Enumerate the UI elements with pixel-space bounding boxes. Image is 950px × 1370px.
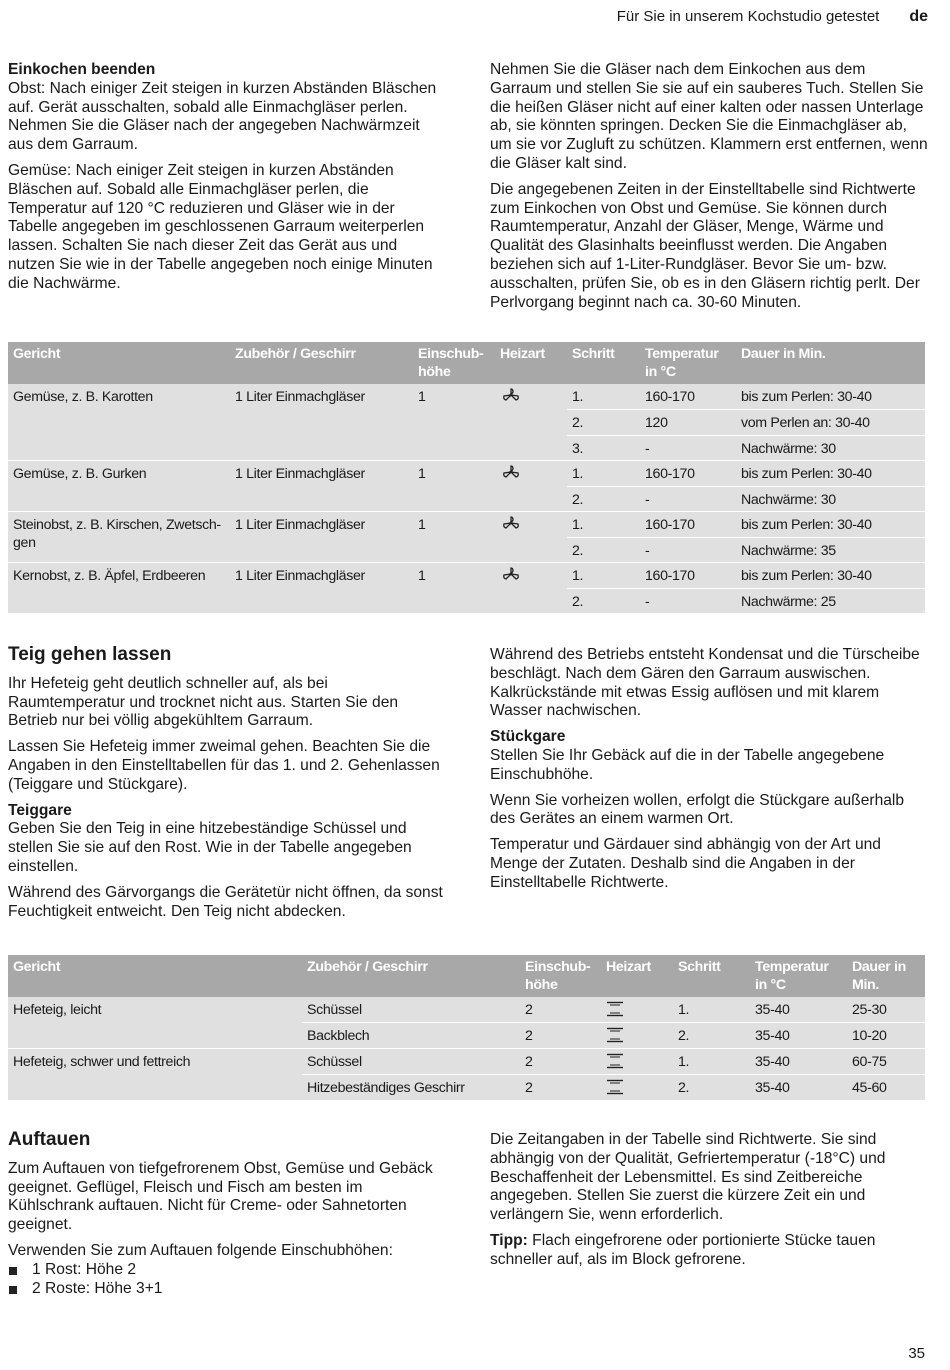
level-cell: 2 bbox=[520, 1049, 601, 1075]
step-cell: 1. bbox=[567, 384, 640, 410]
table-row bbox=[8, 384, 925, 410]
column-header: Temperatur in °C bbox=[640, 342, 736, 384]
subheading-teiggare: Teiggare bbox=[8, 801, 72, 819]
teig-table bbox=[8, 955, 925, 1101]
duration-cell: bis zum Perlen: 30-40 bbox=[736, 384, 925, 410]
step-cell: 1. bbox=[673, 997, 750, 1023]
level-cell: 2 bbox=[520, 1023, 601, 1049]
level-cell: 1 bbox=[413, 512, 495, 563]
dish-cell: Hefeteig, leicht bbox=[8, 997, 302, 1049]
einkochen-left-column bbox=[8, 61, 448, 301]
temperature-cell: 160-170 bbox=[640, 461, 736, 487]
temperature-cell: 160-170 bbox=[640, 512, 736, 538]
tip-paragraph bbox=[490, 1232, 930, 1270]
column-header: Schritt bbox=[673, 955, 750, 997]
bottom-top-heat-icon bbox=[606, 1053, 624, 1069]
paragraph: Geben Sie den Teig in eine hitzebeständige Schüssel und stellen Sie sie auf den Rost. Wie in der Tabelle angegeben einstellen. bbox=[8, 820, 412, 875]
bottom-top-heat-icon bbox=[606, 1001, 624, 1017]
temperature-cell: 35-40 bbox=[750, 1049, 847, 1075]
accessory-cell: Schüssel bbox=[302, 997, 520, 1023]
section-title: Auftauen bbox=[8, 1129, 91, 1150]
list-item: 2 Roste: Höhe 3+1 bbox=[8, 1280, 448, 1299]
paragraph: Während des Betriebs entsteht Kondensat und die Türscheibe beschlägt. Nach dem Gären den Garraum auswischen. Kalkrückstände mit etwas Essig auflösen und mit klarem Wasser nachwischen. bbox=[490, 646, 920, 720]
step-cell: 2. bbox=[673, 1075, 750, 1101]
paragraph: Die angegebenen Zeiten in der Einstelltabelle sind Richtwerte zum Einkochen von Obst und Gemüse. Sie können durch Raumtemperatur, Anzahl der Gläser, Menge, Wärme und Qualität des Glasinhalts beeinflusst werden. Die Angaben beziehen sich auf 1-Liter-Rundgläser. Bevor Sie um- bzw. ausschalten, prüfen Sie, ob es in den Gläsern richtig perlt. Der Perlvorgang beginnt nach ca. 30-60 Minuten. bbox=[490, 180, 920, 311]
paragraph: Ihr Hefeteig geht deutlich schneller auf, als bei Raumtemperatur und trocknet nicht aus. Starten Sie den Betrieb nur bei völlig abgekühltem Garraum. bbox=[8, 674, 399, 730]
fan-icon bbox=[500, 465, 522, 479]
accessory-cell: 1 Liter Einmachgläser bbox=[230, 512, 413, 563]
duration-cell: Nachwärme: 25 bbox=[736, 588, 925, 614]
section-title: Teig gehen lassen bbox=[8, 644, 172, 665]
heating-mode-cell bbox=[601, 997, 673, 1023]
level-cell: 2 bbox=[520, 1075, 601, 1101]
einkochen-heading: Einkochen beenden bbox=[8, 61, 156, 78]
table-row bbox=[8, 563, 925, 589]
duration-cell: bis zum Perlen: 30-40 bbox=[736, 461, 925, 487]
dish-cell: Hefeteig, schwer und fettreich bbox=[8, 1049, 302, 1101]
column-header: Gericht bbox=[8, 955, 302, 997]
step-cell: 1. bbox=[567, 512, 640, 538]
level-cell: 1 bbox=[413, 384, 495, 461]
paragraph: Nehmen Sie die Gläser nach dem Einkochen aus dem Garraum und stellen Sie sie auf ein sauberes Tuch. Stellen Sie die heißen Gläser nicht auf einer kalten oder nassen Unterlage ab, sie könnten springen. Decken Sie die Einmachgläser ab, um sie vor Zugluft zu schützen. Klammern erst entfernen, wenn die Gläser kalt sind. bbox=[490, 61, 928, 172]
language-code: de bbox=[909, 8, 928, 25]
column-header: Dauer in Min. bbox=[847, 955, 925, 997]
subheading-stueckgare: Stückgare bbox=[490, 728, 566, 746]
level-cell: 1 bbox=[413, 563, 495, 614]
list-item: 1 Rost: Höhe 2 bbox=[8, 1261, 448, 1280]
column-header: Dauer in Min. bbox=[736, 342, 925, 384]
step-cell: 2. bbox=[567, 410, 640, 436]
auftauen-left-column bbox=[8, 1131, 448, 1298]
step-cell: 2. bbox=[673, 1023, 750, 1049]
temperature-cell: - bbox=[640, 486, 736, 512]
accessory-cell: 1 Liter Einmachgläser bbox=[230, 384, 413, 461]
heating-mode-cell bbox=[495, 563, 567, 614]
temperature-cell: 120 bbox=[640, 410, 736, 436]
column-header: Temperatur in °C bbox=[750, 955, 847, 997]
fan-icon bbox=[500, 388, 522, 402]
duration-cell: Nachwärme: 35 bbox=[736, 537, 925, 563]
step-cell: 2. bbox=[567, 486, 640, 512]
paragraph: Wenn Sie vorheizen wollen, erfolgt die Stückgare außerhalb des Gerätes an einem warmen Ort. bbox=[490, 791, 905, 828]
table-row bbox=[8, 512, 925, 538]
dish-cell: Kernobst, z. B. Äpfel, Erdbeeren bbox=[8, 563, 230, 614]
column-header: Einschub-höhe bbox=[413, 342, 495, 384]
duration-cell: Nachwärme: 30 bbox=[736, 435, 925, 461]
temperature-cell: 35-40 bbox=[750, 1023, 847, 1049]
tip-label: Tipp: bbox=[490, 1231, 528, 1249]
accessory-cell: 1 Liter Einmachgläser bbox=[230, 461, 413, 512]
fan-icon bbox=[500, 567, 522, 581]
heating-mode-cell bbox=[495, 461, 567, 512]
bottom-top-heat-icon bbox=[606, 1079, 624, 1095]
duration-cell: Nachwärme: 30 bbox=[736, 486, 925, 512]
page-number: 35 bbox=[908, 1345, 925, 1362]
heating-mode-cell bbox=[601, 1075, 673, 1101]
level-cell: 1 bbox=[413, 461, 495, 512]
level-cell: 2 bbox=[520, 997, 601, 1023]
tip-text: Flach eingefrorene oder portionierte Stücke tauen schneller auf, als im Block gefrorene. bbox=[490, 1231, 876, 1268]
column-header: Zubehör / Geschirr bbox=[230, 342, 413, 384]
heating-mode-cell bbox=[495, 384, 567, 461]
column-header: Schritt bbox=[567, 342, 640, 384]
step-cell: 3. bbox=[567, 435, 640, 461]
duration-cell: 10-20 bbox=[847, 1023, 925, 1049]
paragraph: Stellen Sie Ihr Gebäck auf die in der Tabelle angegebene Einschubhöhe. bbox=[490, 746, 885, 783]
dish-cell: Gemüse, z. B. Gurken bbox=[8, 461, 230, 512]
dish-cell: Gemüse, z. B. Karotten bbox=[8, 384, 230, 461]
accessory-cell: Backblech bbox=[302, 1023, 520, 1049]
teig-left-column bbox=[8, 646, 448, 928]
paragraph: Gemüse: Nach einiger Zeit steigen in kurzen Abständen Bläschen auf. Sobald alle Einmachgläser perlen, die Temperatur auf 120 °C reduzieren und Gläser wie in der Tabelle angegeben im geschlossenen Garraum weiterperlen lassen. Schalten Sie nach dieser Zeit das Gerät aus und nutzen Sie wie in der Tabelle angegeben noch einige Minuten die Nachwärme. bbox=[8, 161, 433, 292]
paragraph: Während des Gärvorgangs die Gerätetür nicht öffnen, da sonst Feuchtigkeit entweicht. Den Teig nicht abdecken. bbox=[8, 883, 443, 920]
step-cell: 1. bbox=[673, 1049, 750, 1075]
accessory-cell: Schüssel bbox=[302, 1049, 520, 1075]
heating-mode-cell bbox=[601, 1023, 673, 1049]
paragraph: Obst: Nach einiger Zeit steigen in kurzen Abständen Bläschen auf. Gerät ausschalten, sobald alle Einmachgläser perlen. Nehmen Sie die Gläser nach der angegeben Nachwärmzeit aus dem Garraum. bbox=[8, 79, 437, 154]
table-row bbox=[8, 1049, 925, 1075]
column-header: Gericht bbox=[8, 342, 230, 384]
table-row bbox=[8, 461, 925, 487]
step-cell: 2. bbox=[567, 588, 640, 614]
duration-cell: bis zum Perlen: 30-40 bbox=[736, 563, 925, 589]
header-title: Für Sie in unserem Kochstudio getestet bbox=[616, 8, 880, 25]
temperature-cell: - bbox=[640, 435, 736, 461]
temperature-cell: 160-170 bbox=[640, 563, 736, 589]
paragraph: Lassen Sie Hefeteig immer zweimal gehen. Beachten Sie die Angaben in den Einstelltabellen für das 1. und 2. Gehenlassen (Teiggare und Stückgare). bbox=[8, 738, 440, 793]
paragraph: Verwenden Sie zum Auftauen folgende Einschubhöhen: bbox=[8, 1241, 393, 1259]
bottom-top-heat-icon bbox=[606, 1027, 624, 1043]
table-row bbox=[8, 997, 925, 1023]
temperature-cell: - bbox=[640, 588, 736, 614]
duration-cell: 45-60 bbox=[847, 1075, 925, 1101]
temperature-cell: - bbox=[640, 537, 736, 563]
heating-mode-cell bbox=[601, 1049, 673, 1075]
dish-cell: Steinobst, z. B. Kirschen, Zwetsch-gen bbox=[8, 512, 230, 563]
auftauen-right-column bbox=[490, 1131, 930, 1277]
fan-icon bbox=[500, 516, 522, 530]
column-header: Heizart bbox=[601, 955, 673, 997]
heating-mode-cell bbox=[495, 512, 567, 563]
paragraph: Temperatur und Gärdauer sind abhängig von der Art und Menge der Zutaten. Deshalb sind die Angaben in der Einstelltabelle Richtwerte. bbox=[490, 836, 881, 891]
accessory-cell: 1 Liter Einmachgläser bbox=[230, 563, 413, 614]
accessory-cell: Hitzebeständiges Geschirr bbox=[302, 1075, 520, 1101]
temperature-cell: 35-40 bbox=[750, 997, 847, 1023]
teig-right-column bbox=[490, 646, 930, 900]
step-cell: 1. bbox=[567, 461, 640, 487]
step-cell: 1. bbox=[567, 563, 640, 589]
column-header: Heizart bbox=[495, 342, 567, 384]
einkochen-right-column bbox=[490, 61, 930, 319]
temperature-cell: 160-170 bbox=[640, 384, 736, 410]
step-cell: 2. bbox=[567, 537, 640, 563]
temperature-cell: 35-40 bbox=[750, 1075, 847, 1101]
column-header: Einschub-höhe bbox=[520, 955, 601, 997]
duration-cell: 25-30 bbox=[847, 997, 925, 1023]
einkochen-table bbox=[8, 342, 925, 614]
duration-cell: vom Perlen an: 30-40 bbox=[736, 410, 925, 436]
paragraph: Die Zeitangaben in der Tabelle sind Richtwerte. Sie sind abhängig von der Qualität, Gefriertemperatur (-18°C) und Beschaffenheit der Lebensmittel. Es sind Zeitbereiche angegeben. Stellen Sie zuerst die kürzere Zeit ein und verlängern Sie, wenn erforderlich. bbox=[490, 1131, 886, 1224]
bullet-list bbox=[8, 1261, 448, 1299]
paragraph: Zum Auftauen von tiefgefrorenem Obst, Gemüse und Gebäck geeignet. Geflügel, Fleisch und Fisch am besten im Kühlschrank auftauen. Nicht für Creme- oder Sahnetorten geeignet. bbox=[8, 1159, 433, 1234]
running-header bbox=[617, 8, 928, 26]
column-header: Zubehör / Geschirr bbox=[302, 955, 520, 997]
duration-cell: bis zum Perlen: 30-40 bbox=[736, 512, 925, 538]
duration-cell: 60-75 bbox=[847, 1049, 925, 1075]
